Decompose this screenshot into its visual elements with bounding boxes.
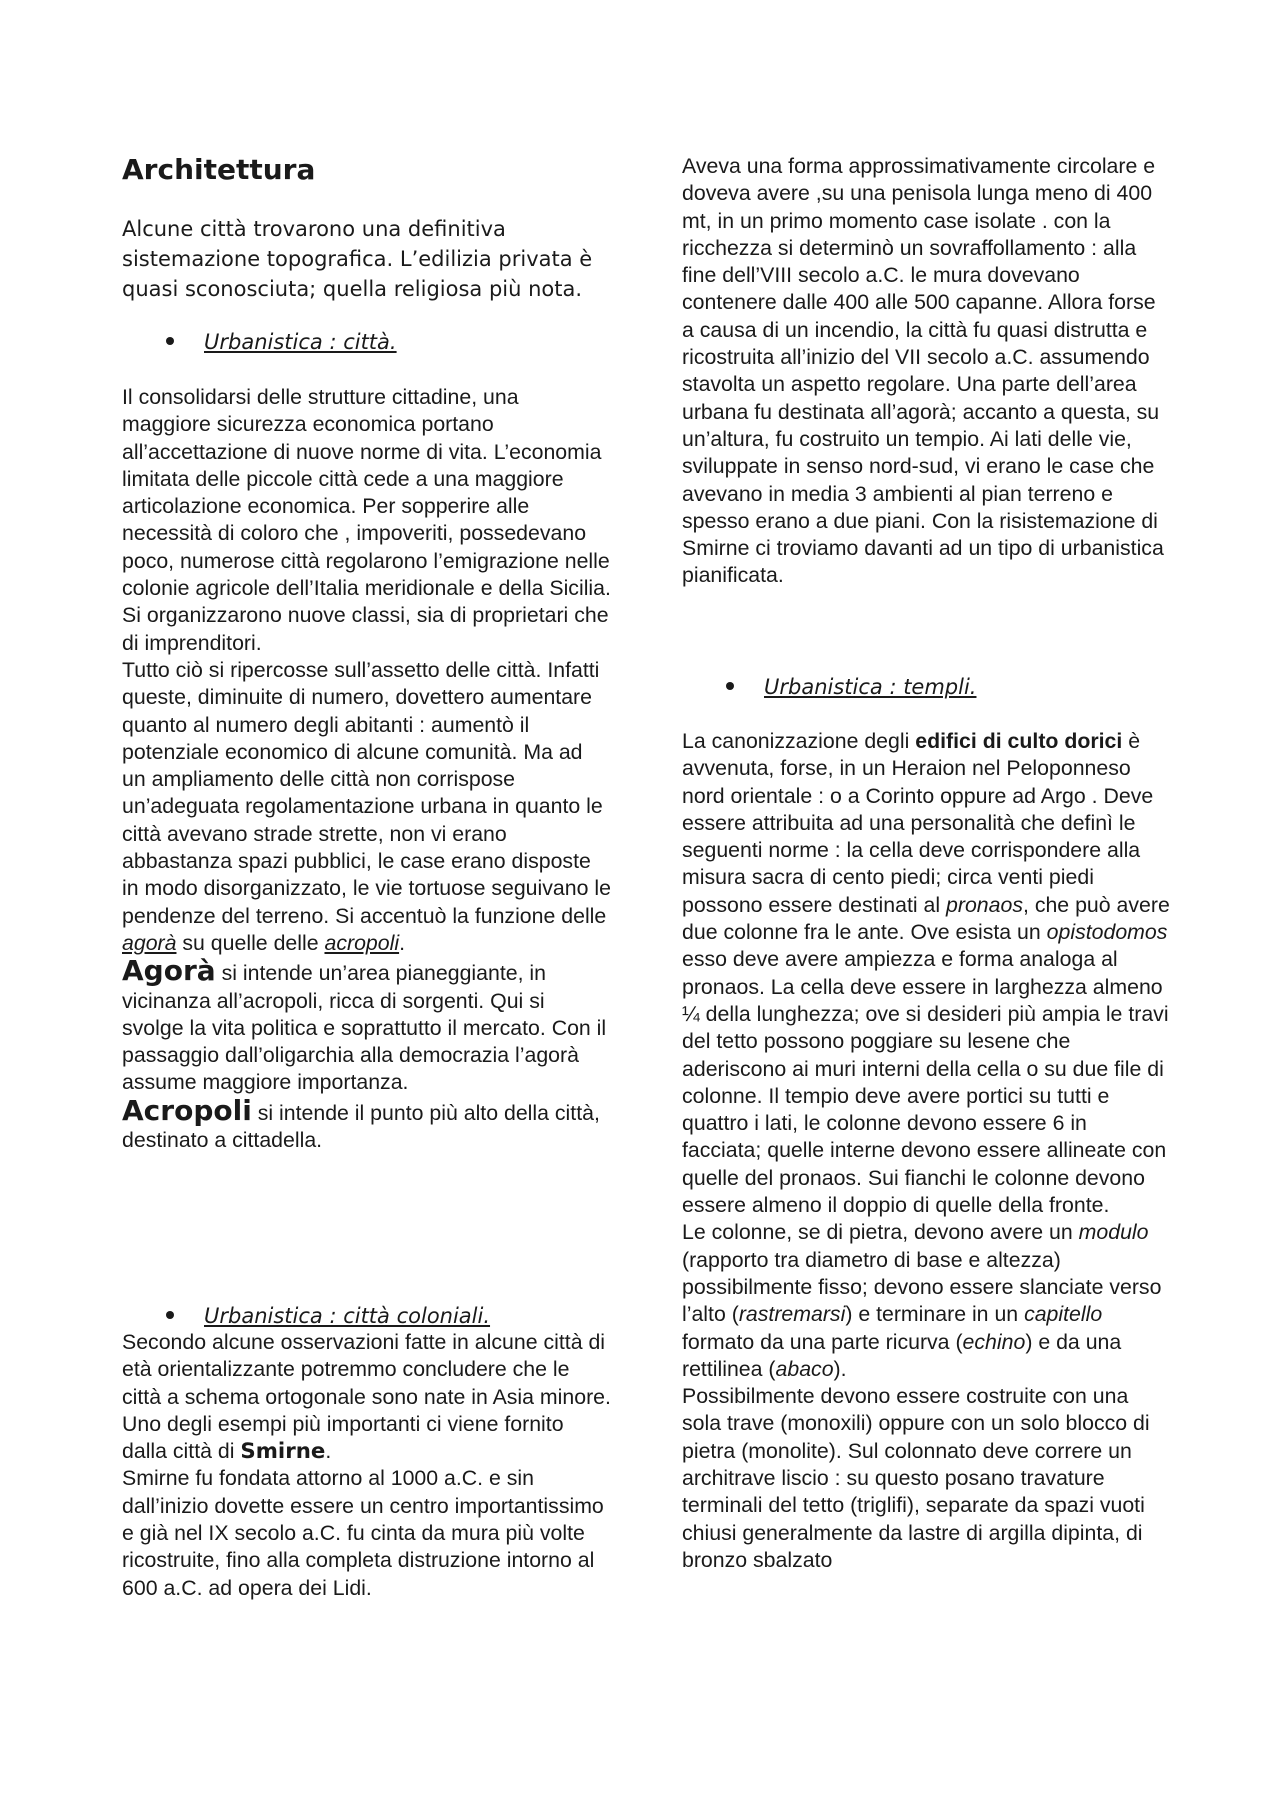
- paragraph: Aveva una forma approssimativamente circolare e doveva avere ,su una penisola lunga meno di 400 mt, in un primo momento case isolate . con la ricchezza si determinò un sovraffollamento : alla fine dell’VIII secolo a.C. le mura dovevano contenere dalle 400 alle 500 capanne. Allora forse a causa di un incendio, la città fu quasi distrutta e ricostruita all’inizio del VII secolo a.C. assumendo stavolta un aspetto regolare. Una parte dell’area urbana fu destinata all’agorà; accanto a questa, su un’altura, fu costruito un tempio. Ai lati delle vie, sviluppate in senso nord-sud, vi erano le case che avevano in media 3 ambienti al pian terreno e spesso erano a due piani. Con la risistemazione di Smirne ci troviamo davanti ad un tipo di urbanistica pianificata.: [682, 154, 1164, 588]
- bullet-templi: [726, 674, 976, 701]
- paragraph: Secondo alcune osservazioni fatte in alcune città di età orientalizzante potremmo concludere che le città a schema ortogonale sono nate in Asia minore. Uno degli esempi più importanti ci viene fornito dalla città di Smirne.: [122, 1330, 611, 1465]
- paragraph: La canonizzazione degli edifici di culto dorici è avvenuta, forse, in un Heraion nel Peloponneso nord orientale : o a Corinto oppure ad Argo . Deve essere attribuita ad una personalità che definì le seguenti norme : la cella deve corrispondere alla misura sacra di cento piedi; circa venti piedi possono essere destinati al pronaos, che può avere due colonne fra le ante. Ove esista un opistodomos esso deve avere ampiezza e forma analoga al pronaos. La cella deve essere in larghezza almeno ¼ della lunghezza; ove si desideri più ampia le travi del tetto possono poggiare su lesene che aderiscono ai muri interni della cella o su due file di colonne. Il tempio deve avere portici su tutti e quattro i lati, le colonne devono essere 6 in facciata; quelle interne devono essere allineate con quelle del pronaos. Sui fianchi le colonne devono essere almeno il doppio di quelle della fronte.: [682, 729, 1170, 1218]
- agora-term: Agorà: [122, 954, 216, 988]
- smirne-paragraph: [682, 153, 1172, 590]
- agora-definition: Agorà si intende un’area pianeggiante, in vicinanza all’acropoli, ricca di sorgenti. Qui si svolge la vita politica e soprattutto il mercato. Con il passaggio dall’oligarchia alla democrazia l’agorà assume maggiore importanza.: [122, 954, 607, 1095]
- intro-paragraph: Alcune città trovarono una definitiva sistemazione topografica. L’edilizia privata è quasi sconosciuta; quella religiosa più nota.: [122, 217, 593, 301]
- paragraph: Possibilmente devono essere costruite con una sola trave (monoxili) oppure con un solo blocco di pietra (monolite). Sul colonnato deve correre un architrave liscio : su questo posano travature terminali del tetto (triglifi), separate da spazi vuoti chiusi generalmente da lastre di argilla dipinta, di bronzo sbalzato: [682, 1384, 1150, 1572]
- smirne-term: Smirne: [240, 1439, 326, 1465]
- paragraph: Il consolidarsi delle strutture cittadine, una maggiore sicurezza economica portano all’accettazione di nuove norme di vita. L’economia limitata delle piccole città cede a una maggiore articolazione economica. Per sopperire alle necessità di coloro che , impoveriti, possedevano poco, numerose città regolarono l’emigrazione nelle colonie agricole dell’Italia meridionale e della Sicilia. Si organizzarono nuove classi, sia di proprietari che di imprenditori.: [122, 385, 611, 655]
- bullet-urbanistica-citta: [166, 329, 397, 356]
- edifici-dorici-term: edifici di culto dorici: [915, 729, 1123, 753]
- bullet-label: Urbanistica : città coloniali.: [204, 1304, 491, 1328]
- agora-link: agorà: [122, 930, 177, 955]
- bullet-dot-icon: [166, 337, 174, 345]
- paragraph: Smirne fu fondata attorno al 1000 a.C. e sin dall’inizio dovette essere un centro importantissimo e già nel IX secolo a.C. fu cinta da mura più volte ricostruite, fino alla completa distruzione intorno al 600 a.C. ad opera dei Lidi.: [122, 1466, 604, 1600]
- page-title: Architettura: [122, 153, 316, 186]
- bullet-dot-icon: [166, 1311, 174, 1319]
- acropoli-definition: Acropoli si intende il punto più alto della città, destinato a cittadella.: [122, 1093, 600, 1153]
- bullet-label: Urbanistica : città.: [204, 330, 397, 354]
- acropoli-link: acropoli: [324, 930, 400, 955]
- paragraph: Tutto ciò si ripercosse sull’assetto delle città. Infatti queste, diminuite di numero, dovettero aumentare quanto al numero degli abitanti : aumentò il potenziale economico di alcune comunità. Ma ad un ampliamento delle città non corrispose un’adeguata regolamentazione urbana in quanto le città avevano strade strette, non vi erano abbastanza spazi pubblici, le case erano disposte in modo disorganizzato, le vie tortuose seguivano le pendenze del terreno. Si accentuò la funzione delle agorà su quelle delle acropoli.: [122, 657, 611, 955]
- bullet-citta-coloniali: [166, 1303, 490, 1330]
- bullet-label: Urbanistica : templi.: [764, 675, 977, 699]
- bullet-dot-icon: [726, 682, 734, 690]
- consolidarsi-paragraph: [122, 384, 612, 1154]
- coloniali-paragraph: [122, 1329, 612, 1602]
- acropoli-term: Acropoli: [122, 1093, 252, 1127]
- paragraph: Le colonne, se di pietra, devono avere un modulo (rapporto tra diametro di base e altezza) possibilmente fisso; devono essere slanciate verso l’alto (rastremarsi) e terminare in un capitello formato da una parte ricurva (echino) e da una rettilinea (abaco).: [682, 1220, 1162, 1381]
- templi-paragraph: [682, 728, 1172, 1574]
